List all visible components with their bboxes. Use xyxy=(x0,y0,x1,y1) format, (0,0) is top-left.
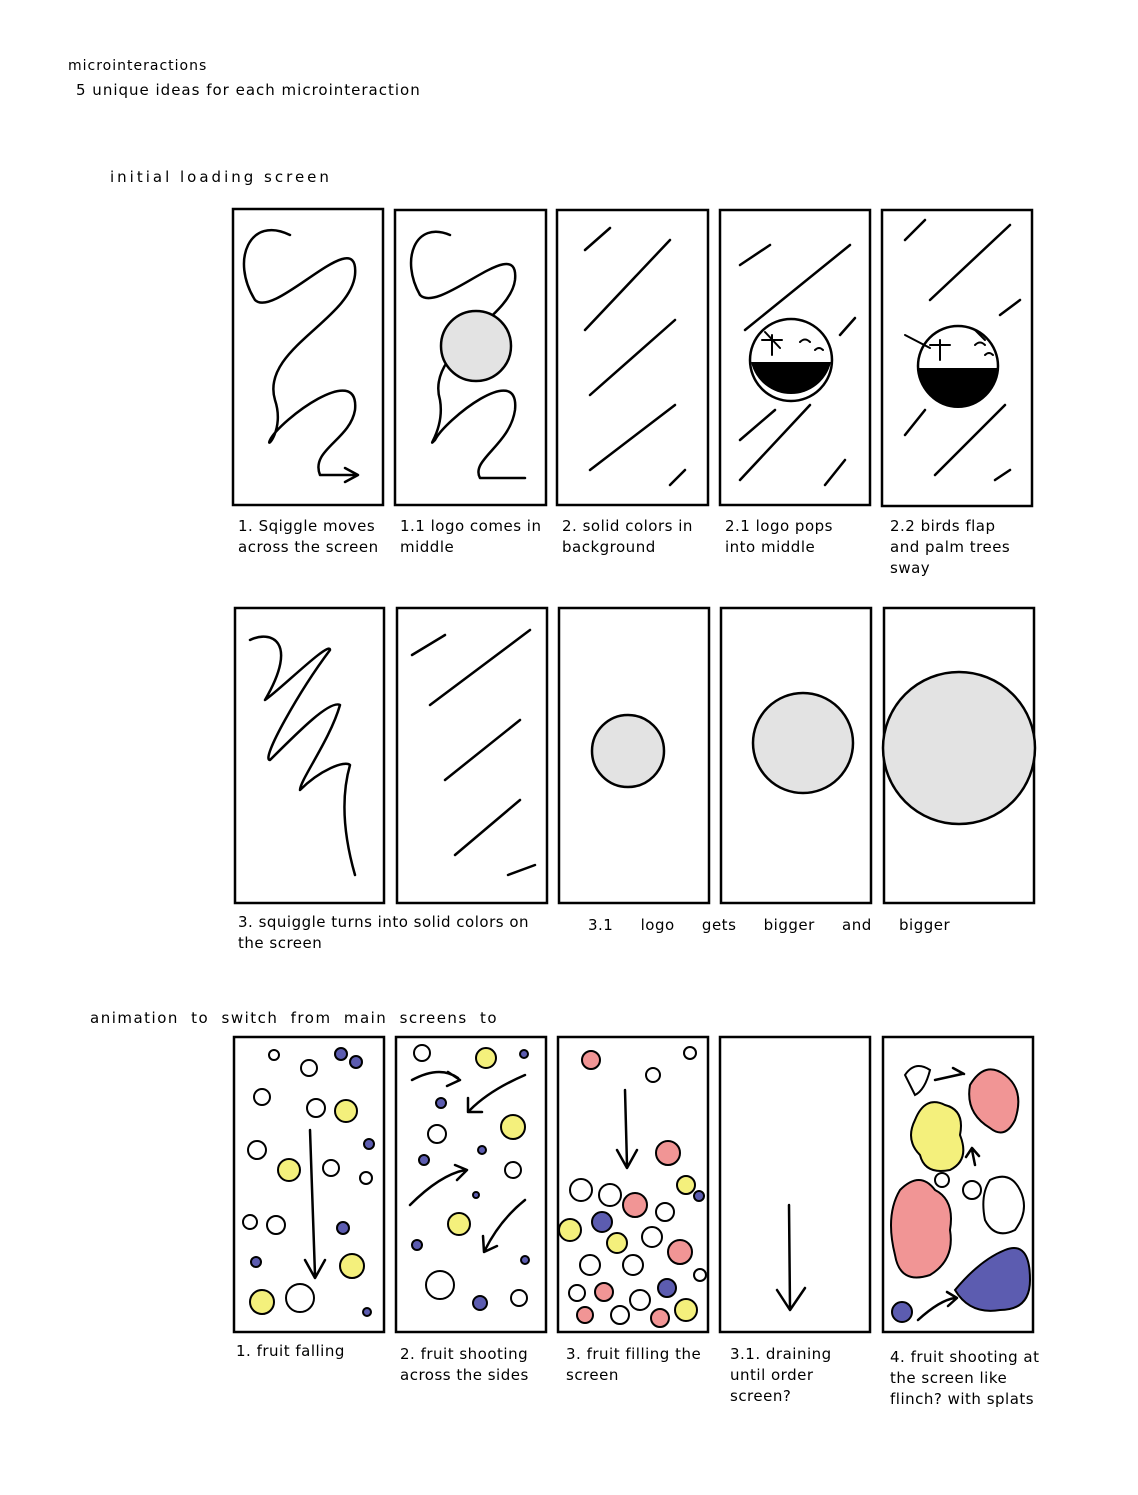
caption-fruit-falling: 1. fruit falling xyxy=(236,1342,345,1360)
frame-logo-pops xyxy=(720,210,870,505)
caption-3-1: 3.1 logo gets bigger and bigger xyxy=(588,916,951,934)
frame-logo-large xyxy=(883,608,1035,903)
frame-squiggle-solid xyxy=(235,608,384,903)
caption-draining: 3.1. draining until order screen? xyxy=(730,1345,832,1405)
section-heading-loading: initial loading screen xyxy=(110,168,332,186)
page-subtitle: 5 unique ideas for each microinteraction xyxy=(76,81,421,99)
frame-birds-palm-trees xyxy=(882,210,1032,506)
frame-fruit-filling xyxy=(558,1037,708,1332)
page-title: microinteractions xyxy=(68,58,208,74)
frame-fruit-shooting-sides xyxy=(396,1037,546,1332)
frame-logo-small xyxy=(559,608,709,903)
caption-2: 2. solid colors in background xyxy=(562,517,693,556)
frame-fruit-splats xyxy=(883,1037,1033,1332)
frame-solid-colors xyxy=(557,210,708,505)
frame-fruit-falling xyxy=(234,1037,384,1332)
frame-draining xyxy=(720,1037,870,1332)
section-heading-animation: animation to switch from main screens to xyxy=(90,1009,499,1027)
frame-solid-lines xyxy=(397,608,547,903)
caption-1: 1. Sqiggle moves across the screen xyxy=(238,517,379,556)
caption-fruit-filling: 3. fruit filling the screen xyxy=(566,1345,702,1384)
caption-2-2: 2.2 birds flap and palm trees sway xyxy=(890,517,1011,577)
caption-fruit-splats: 4. fruit shooting at the screen like flinch? with splats xyxy=(890,1348,1040,1408)
caption-1-1: 1.1 logo comes in middle xyxy=(400,517,542,556)
caption-3: 3. squiggle turns into solid colors on the screen xyxy=(238,913,529,952)
frame-squiggle-moves xyxy=(233,209,383,505)
frame-logo-medium xyxy=(721,608,871,903)
caption-2-1: 2.1 logo pops into middle xyxy=(725,517,833,556)
frame-logo-comes-in xyxy=(395,210,546,505)
caption-fruit-shooting-sides: 2. fruit shooting across the sides xyxy=(400,1345,529,1384)
